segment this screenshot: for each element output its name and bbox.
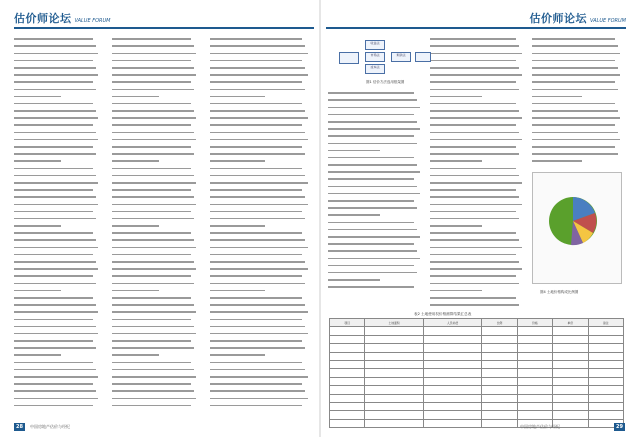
text-line [14,144,100,151]
text-line [210,151,312,158]
text-line [430,173,526,180]
text-line [328,148,424,155]
text-line [112,187,198,194]
diagram-box-4: 成本法 [365,64,385,74]
text-line [532,144,624,151]
text-line [112,395,198,402]
text-line [14,216,100,223]
table-header-cell: 项目 [330,319,365,327]
text-line [328,133,424,140]
text-line [14,244,100,251]
text-line [14,316,100,323]
text-line [14,374,100,381]
text-line [14,367,100,374]
figure-1-caption: 图1 估价方法选用框架图 [366,80,405,84]
text-line [210,374,312,381]
text-line [430,216,526,223]
text-line [210,252,312,259]
text-line [210,331,312,338]
text-line [112,223,198,230]
text-line [210,237,312,244]
text-line [210,302,312,309]
right-header-rule [326,27,626,29]
text-line [210,144,312,151]
text-line [112,273,198,280]
text-line [210,122,312,129]
text-line [112,165,198,172]
text-line [112,137,198,144]
text-line [210,86,312,93]
text-line [210,223,312,230]
text-line [328,126,424,133]
text-line [532,36,624,43]
text-line [210,266,312,273]
text-line [14,223,100,230]
text-line [328,219,424,226]
text-line [430,244,526,251]
left-footer-note: 中国房地产估价与经纪 [30,424,70,429]
text-line [430,122,526,129]
text-line [328,176,424,183]
table-header-cell: 备注 [588,319,623,327]
text-line [112,359,198,366]
text-line [210,36,312,43]
text-line [328,284,424,291]
table-row [330,377,624,385]
text-line [210,359,312,366]
left-page-header [14,6,110,26]
text-line [430,201,526,208]
text-line [430,50,526,57]
text-line [112,79,198,86]
text-line [210,43,312,50]
text-line [210,65,312,72]
text-line [14,230,100,237]
text-line [210,403,312,410]
text-line [112,288,198,295]
text-line [210,259,312,266]
table-row [330,419,624,427]
text-line [532,79,624,86]
text-line [532,158,624,165]
table-header-cell: 单价 [553,319,588,327]
text-line [210,216,312,223]
text-line [112,72,198,79]
text-line [210,158,312,165]
text-line [210,194,312,201]
text-line [430,151,526,158]
text-line [112,173,198,180]
text-line [210,72,312,79]
text-line [532,115,624,122]
right-footer-note: 中国房地产估价与经纪 [520,424,560,429]
text-line [112,65,198,72]
text-line [430,158,526,165]
diagram-box-1 [339,52,359,64]
text-line [328,198,424,205]
text-line [210,115,312,122]
text-line [14,86,100,93]
text-line [532,65,624,72]
text-line [210,324,312,331]
text-line [112,367,198,374]
text-line [430,259,526,266]
text-line [112,180,198,187]
text-line [430,266,526,273]
text-line [210,180,312,187]
right-page-column-1 [328,90,424,300]
text-line [112,151,198,158]
text-line [210,137,312,144]
text-line [112,43,198,50]
table-header-cell: 人员补偿 [423,319,481,327]
table-header-row [330,319,624,327]
text-line [430,209,526,216]
text-line [430,72,526,79]
text-line [14,302,100,309]
price-table [329,318,624,428]
text-line [430,43,526,50]
text-line [210,79,312,86]
text-line [112,144,198,151]
text-line [14,338,100,345]
text-line [14,187,100,194]
text-line [14,137,100,144]
left-page-number: 28 [16,424,23,430]
text-line [430,129,526,136]
text-line [14,288,100,295]
text-line [14,65,100,72]
text-line [14,50,100,57]
right-page-header [530,6,626,26]
text-line [210,280,312,287]
text-line [210,58,312,65]
text-line [14,180,100,187]
text-line [14,252,100,259]
text-line [112,309,198,316]
text-line [328,104,424,111]
right-page-column-2 [430,36,526,312]
text-line [430,86,526,93]
text-line [14,94,100,101]
text-line [328,227,424,234]
text-line [328,140,424,147]
table-header-cell: 比例 [482,319,517,327]
text-line [210,381,312,388]
left-page-column-2 [112,36,198,410]
text-line [430,115,526,122]
text-line [430,223,526,230]
figure-2-caption: 图4 土地价格构成比例图 [540,290,579,294]
table-row [330,369,624,377]
text-line [328,234,424,241]
text-line [112,122,198,129]
text-line [14,165,100,172]
text-line [210,338,312,345]
text-line [14,58,100,65]
text-line [430,252,526,259]
text-line [112,209,198,216]
text-line [112,403,198,410]
left-page-column-1 [14,36,100,410]
text-line [14,273,100,280]
text-line [210,388,312,395]
text-line [532,101,624,108]
text-line [328,248,424,255]
table-row [330,344,624,352]
text-line [14,151,100,158]
text-line [430,180,526,187]
text-line [210,288,312,295]
right-header-title: 估价师论坛 [529,12,588,25]
text-line [430,194,526,201]
text-line [14,79,100,86]
text-line [210,201,312,208]
text-line [14,280,100,287]
text-line [14,295,100,302]
text-line [112,345,198,352]
text-line [14,43,100,50]
text-line [14,324,100,331]
flow-diagram [339,40,429,74]
text-line [328,119,424,126]
text-line [328,155,424,162]
text-line [14,122,100,129]
text-line [430,295,526,302]
text-line [210,316,312,323]
text-line [210,309,312,316]
text-line [210,345,312,352]
text-line [112,158,198,165]
text-line [430,108,526,115]
text-line [430,65,526,72]
text-line [210,367,312,374]
left-header-subtitle: VALUE FORUM [74,18,111,24]
text-line [328,90,424,97]
text-line [430,165,526,172]
text-line [112,266,198,273]
text-line [430,94,526,101]
text-line [112,129,198,136]
text-line [210,50,312,57]
text-line [328,97,424,104]
diagram-box-3: 市场法 [365,52,385,62]
text-line [112,302,198,309]
text-line [14,115,100,122]
text-line [210,209,312,216]
text-line [112,108,198,115]
pie-chart [533,173,621,283]
text-line [14,352,100,359]
text-line [328,191,424,198]
left-page-column-3 [210,36,312,410]
text-line [112,280,198,287]
text-line [532,58,624,65]
text-line [532,50,624,57]
text-line [112,115,198,122]
text-line [112,194,198,201]
text-line [112,86,198,93]
text-line [14,194,100,201]
text-line [112,216,198,223]
text-line [112,388,198,395]
text-line [112,244,198,251]
text-line [210,244,312,251]
text-line [112,252,198,259]
text-line [430,187,526,194]
text-line [112,94,198,101]
text-line [328,162,424,169]
text-line [14,359,100,366]
text-line [14,209,100,216]
text-line [112,324,198,331]
text-line [210,295,312,302]
text-line [430,230,526,237]
text-line [14,395,100,402]
text-line [112,295,198,302]
table-row [330,335,624,343]
text-line [210,108,312,115]
table-row [330,352,624,360]
text-line [112,101,198,108]
text-line [430,58,526,65]
text-line [210,273,312,280]
text-line [532,94,624,101]
text-line [14,237,100,244]
text-line [112,381,198,388]
text-line [210,101,312,108]
text-line [430,36,526,43]
table-row [330,386,624,394]
text-line [210,173,312,180]
table-row [330,327,624,335]
text-line [14,309,100,316]
table-row [330,402,624,410]
text-line [328,169,424,176]
text-line [14,129,100,136]
text-line [14,201,100,208]
text-line [532,86,624,93]
text-line [532,108,624,115]
text-line [328,241,424,248]
table-row [330,394,624,402]
text-line [210,230,312,237]
text-line [210,187,312,194]
text-line [328,270,424,277]
diagram-box-5: 剩余法 [391,52,411,62]
text-line [210,352,312,359]
text-line [430,137,526,144]
table-row [330,411,624,419]
text-line [112,50,198,57]
text-line [430,280,526,287]
text-line [112,36,198,43]
text-line [14,331,100,338]
text-line [112,316,198,323]
text-line [14,388,100,395]
text-line [430,79,526,86]
text-line [112,374,198,381]
text-line [532,43,624,50]
text-line [210,129,312,136]
diagram-box-6 [415,52,431,62]
text-line [14,266,100,273]
text-line [112,201,198,208]
table-row [330,360,624,368]
table-header-cell: 土地面积 [365,319,423,327]
text-line [328,112,424,119]
text-line [112,58,198,65]
text-line [14,345,100,352]
text-line [112,237,198,244]
text-line [532,137,624,144]
text-line [430,273,526,280]
table-header-cell: 价格 [517,319,552,327]
text-line [430,144,526,151]
text-line [328,183,424,190]
text-line [14,72,100,79]
text-line [14,381,100,388]
text-line [328,263,424,270]
text-line [210,165,312,172]
text-line [210,395,312,402]
text-line [112,259,198,266]
pie-chart-panel [532,172,622,284]
text-line [112,331,198,338]
text-line [112,338,198,345]
page-gutter [319,0,321,437]
text-line [14,173,100,180]
text-line [210,94,312,101]
text-line [532,151,624,158]
table-title: 表2 土地使用权价格测算结果汇总表 [414,312,472,316]
text-line [532,129,624,136]
text-line [532,122,624,129]
text-line [14,259,100,266]
text-line [328,205,424,212]
right-header-subtitle: VALUE FORUM [590,18,626,24]
text-line [430,302,526,309]
text-line [14,158,100,165]
text-line [328,277,424,284]
text-line [112,230,198,237]
text-line [328,255,424,262]
text-line [14,403,100,410]
text-line [14,101,100,108]
left-header-title: 估价师论坛 [14,12,72,25]
text-line [532,72,624,79]
right-page-number: 29 [616,424,623,430]
right-page-column-3 [532,36,624,168]
text-line [430,288,526,295]
text-line [430,101,526,108]
text-line [430,237,526,244]
left-header-rule [14,27,314,29]
diagram-box-2: 收益法 [365,40,385,50]
text-line [14,108,100,115]
text-line [112,352,198,359]
text-line [328,212,424,219]
text-line [14,36,100,43]
